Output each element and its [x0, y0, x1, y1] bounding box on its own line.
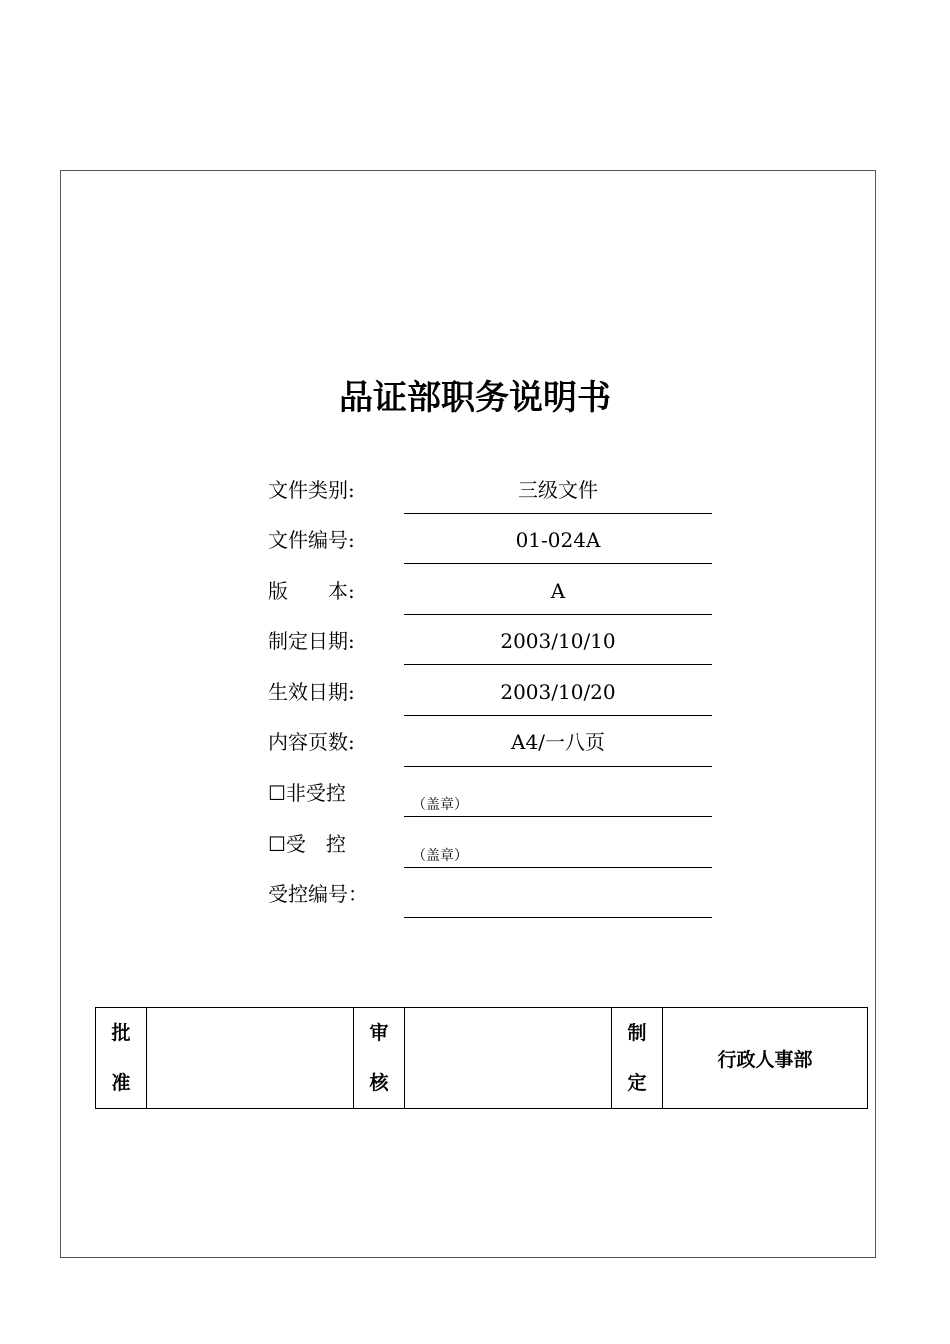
field-label-doc-category: 文件类别:	[268, 478, 355, 502]
field-underline	[404, 917, 712, 918]
approve-label: 批 准	[96, 1008, 147, 1109]
field-label-effective-date: 生效日期:	[268, 680, 355, 704]
field-label-control-number: 受控编号：	[268, 882, 368, 906]
review-signature-cell	[405, 1008, 612, 1109]
prepared-by-department: 行政人事部	[663, 1008, 868, 1109]
field-underline	[404, 816, 712, 817]
field-underline	[404, 614, 712, 615]
field-label-page-count: 内容页数:	[268, 730, 355, 754]
field-label-uncontrolled: ☐非受控	[268, 781, 346, 805]
field-underline	[404, 715, 712, 716]
field-value-page-count: A4/一八页	[511, 730, 605, 754]
approve-signature-cell	[147, 1008, 354, 1109]
field-underline	[404, 563, 712, 564]
field-value-version: A	[550, 579, 566, 603]
prepare-label: 制 定	[612, 1008, 663, 1109]
approval-table	[95, 1007, 868, 1109]
stamp-note-controlled: （盖章）	[412, 848, 468, 864]
document-title: 品证部职务说明书	[339, 378, 611, 418]
field-label-created-date: 制定日期:	[268, 629, 355, 653]
field-value-doc-number: 01-024A	[515, 528, 601, 552]
field-label-controlled: ☐受 控	[268, 832, 346, 856]
field-underline	[404, 867, 712, 868]
field-value-created-date: 2003/10/10	[500, 629, 616, 653]
field-underline	[404, 513, 712, 514]
review-label: 审 核	[354, 1008, 405, 1109]
stamp-note-uncontrolled: （盖章）	[412, 797, 468, 813]
field-value-doc-category: 三级文件	[518, 478, 598, 502]
field-value-effective-date: 2003/10/20	[500, 680, 616, 704]
field-underline	[404, 766, 712, 767]
field-underline	[404, 664, 712, 665]
field-label-doc-number: 文件编号:	[268, 528, 355, 552]
field-label-version: 版 本:	[268, 579, 355, 603]
